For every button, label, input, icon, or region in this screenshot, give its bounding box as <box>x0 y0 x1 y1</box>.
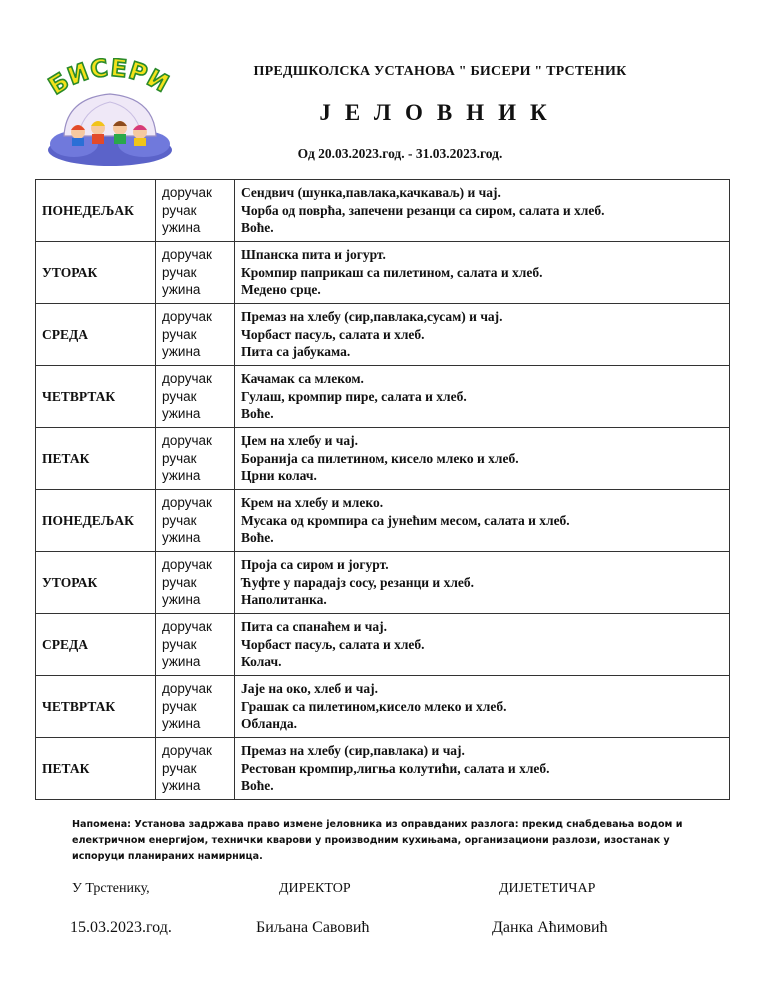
snack-dish: Обланда. <box>241 716 297 732</box>
meal-label: доручак <box>162 619 212 635</box>
meal-label: доручак <box>162 433 212 449</box>
meal-label: доручак <box>162 557 212 573</box>
meal-label: ужина <box>162 654 201 670</box>
dietitian-name: Данка Аћимовић <box>492 919 608 936</box>
dietitian-title: ДИЈЕТЕТИЧАР <box>499 881 596 896</box>
dishes <box>235 428 730 490</box>
breakfast-dish: Шпанска пита и јогурт. <box>241 247 386 263</box>
meal-label: ручак <box>162 760 197 776</box>
day-name: ПЕТАК <box>36 428 156 490</box>
dishes <box>235 304 730 366</box>
menu-row <box>36 242 730 304</box>
menu-row <box>36 738 730 800</box>
lunch-dish: Кромпир паприкаш са пилетином, салата и хлеб. <box>241 264 543 280</box>
meal-label: ужина <box>162 592 201 608</box>
day-name: ПОНЕДЕЉАК <box>36 490 156 552</box>
snack-dish: Воће. <box>241 220 274 236</box>
menu-table <box>35 179 730 800</box>
snack-dish: Воће. <box>241 778 274 794</box>
day-name: ПОНЕДЕЉАК <box>36 180 156 242</box>
dishes <box>235 614 730 676</box>
meal-label: доручак <box>162 681 212 697</box>
logo-text: БИСЕРИ <box>44 58 175 101</box>
meal-label: ручак <box>162 698 197 714</box>
day-name: УТОРАК <box>36 552 156 614</box>
menu-row <box>36 366 730 428</box>
meal-labels <box>156 304 235 366</box>
meal-label: ужина <box>162 778 201 794</box>
meal-labels <box>156 366 235 428</box>
page-title: ЈЕЛОВНИК <box>319 100 561 125</box>
meal-labels <box>156 180 235 242</box>
menu-row <box>36 614 730 676</box>
dishes <box>235 552 730 614</box>
breakfast-dish: Премаз на хлебу (сир,павлака,сусам) и чај. <box>241 309 503 325</box>
menu-row <box>36 552 730 614</box>
meal-label: ручак <box>162 512 197 528</box>
meal-label: доручак <box>162 185 212 201</box>
lunch-dish: Рестован кромпир,лигња колутићи, салата и хлеб. <box>241 760 550 776</box>
menu-row <box>36 180 730 242</box>
snack-dish: Колач. <box>241 654 282 670</box>
lunch-dish: Чорбаст пасуљ, салата и хлеб. <box>241 636 425 652</box>
lunch-dish: Ћуфте у парадајз сосу, резанци и хлеб. <box>241 574 475 590</box>
breakfast-dish: Џем на хлебу и чај. <box>241 433 359 449</box>
meal-label: ручак <box>162 388 197 404</box>
signature-place: У Трстенику, <box>72 881 150 896</box>
lunch-dish: Мусака од кромпира са јунећим месом, салата и хлеб. <box>241 512 570 528</box>
meal-label: ужина <box>162 468 201 484</box>
snack-dish: Воће. <box>241 530 274 546</box>
day-name: УТОРАК <box>36 242 156 304</box>
meal-label: ужина <box>162 530 201 546</box>
day-name: ПЕТАК <box>36 738 156 800</box>
meal-labels <box>156 676 235 738</box>
director-name: Биљана Савовић <box>256 919 370 936</box>
meal-label: доручак <box>162 495 212 511</box>
breakfast-dish: Јаје на око, хлеб и чај. <box>241 681 378 697</box>
day-name: СРЕДА <box>36 304 156 366</box>
institution-logo <box>44 58 176 170</box>
meal-labels <box>156 490 235 552</box>
meal-label: доручак <box>162 743 212 759</box>
dishes <box>235 738 730 800</box>
lunch-dish: Грашак са пилетином,кисело млеко и хлеб. <box>241 698 507 714</box>
menu-row <box>36 428 730 490</box>
dishes <box>235 366 730 428</box>
snack-dish: Наполитанка. <box>241 592 327 608</box>
meal-labels <box>156 614 235 676</box>
meal-label: ужина <box>162 716 201 732</box>
meal-labels <box>156 242 235 304</box>
date-range: Од 20.03.2023.год. - 31.03.2023.год. <box>297 146 503 161</box>
menu-row <box>36 676 730 738</box>
meal-label: ужина <box>162 344 201 360</box>
meal-label: ручак <box>162 202 197 218</box>
menu-row <box>36 304 730 366</box>
dishes <box>235 676 730 738</box>
signature-date: 15.03.2023.год. <box>70 919 172 936</box>
day-name: ЧЕТВРТАК <box>36 676 156 738</box>
meal-label: ручак <box>162 574 197 590</box>
dishes <box>235 180 730 242</box>
breakfast-dish: Сендвич (шунка,павлака,качкаваљ) и чај. <box>241 185 501 201</box>
breakfast-dish: Премаз на хлебу (сир,павлака) и чај. <box>241 743 465 759</box>
meal-labels <box>156 552 235 614</box>
meal-labels <box>156 428 235 490</box>
meal-label: доручак <box>162 247 212 263</box>
breakfast-dish: Проја са сиром и јогурт. <box>241 557 389 573</box>
dishes <box>235 242 730 304</box>
meal-labels <box>156 738 235 800</box>
lunch-dish: Чорбаст пасуљ, салата и хлеб. <box>241 326 425 342</box>
meal-label: доручак <box>162 371 212 387</box>
meal-label: ручак <box>162 636 197 652</box>
lunch-dish: Чорба од поврћа, запечени резанци са сиром, салата и хлеб. <box>241 202 605 218</box>
director-title: ДИРЕКТОР <box>279 881 351 896</box>
day-name: ЧЕТВРТАК <box>36 366 156 428</box>
day-name: СРЕДА <box>36 614 156 676</box>
disclaimer-note: Напомена: Установа задржава право измене јеловника из оправданих разлога: прекид снабдевања водом и електричном енергијом, технички кварови у производним кухињама, организациони разлози, изостанак у испоруци планираних намирница. <box>72 819 683 862</box>
meal-label: ужина <box>162 406 201 422</box>
snack-dish: Црни колач. <box>241 468 317 484</box>
meal-label: ручак <box>162 326 197 342</box>
meal-label: доручак <box>162 309 212 325</box>
logo-graphic <box>44 58 176 170</box>
meal-label: ручак <box>162 450 197 466</box>
breakfast-dish: Крем на хлебу и млеко. <box>241 495 384 511</box>
snack-dish: Медено срце. <box>241 282 321 298</box>
meal-label: ужина <box>162 220 201 236</box>
lunch-dish: Боранија са пилетином, кисело млеко и хлеб. <box>241 450 519 466</box>
meal-label: ужина <box>162 282 201 298</box>
breakfast-dish: Качамак са млеком. <box>241 371 364 387</box>
breakfast-dish: Пита са спанаћем и чај. <box>241 619 387 635</box>
dishes <box>235 490 730 552</box>
lunch-dish: Гулаш, кромпир пире, салата и хлеб. <box>241 388 467 404</box>
meal-label: ручак <box>162 264 197 280</box>
institution-name: ПРЕДШКОЛСКА УСТАНОВА " БИСЕРИ " ТРСТЕНИК <box>253 64 627 79</box>
menu-row <box>36 490 730 552</box>
snack-dish: Пита са јабукама. <box>241 344 351 360</box>
snack-dish: Воће. <box>241 406 274 422</box>
